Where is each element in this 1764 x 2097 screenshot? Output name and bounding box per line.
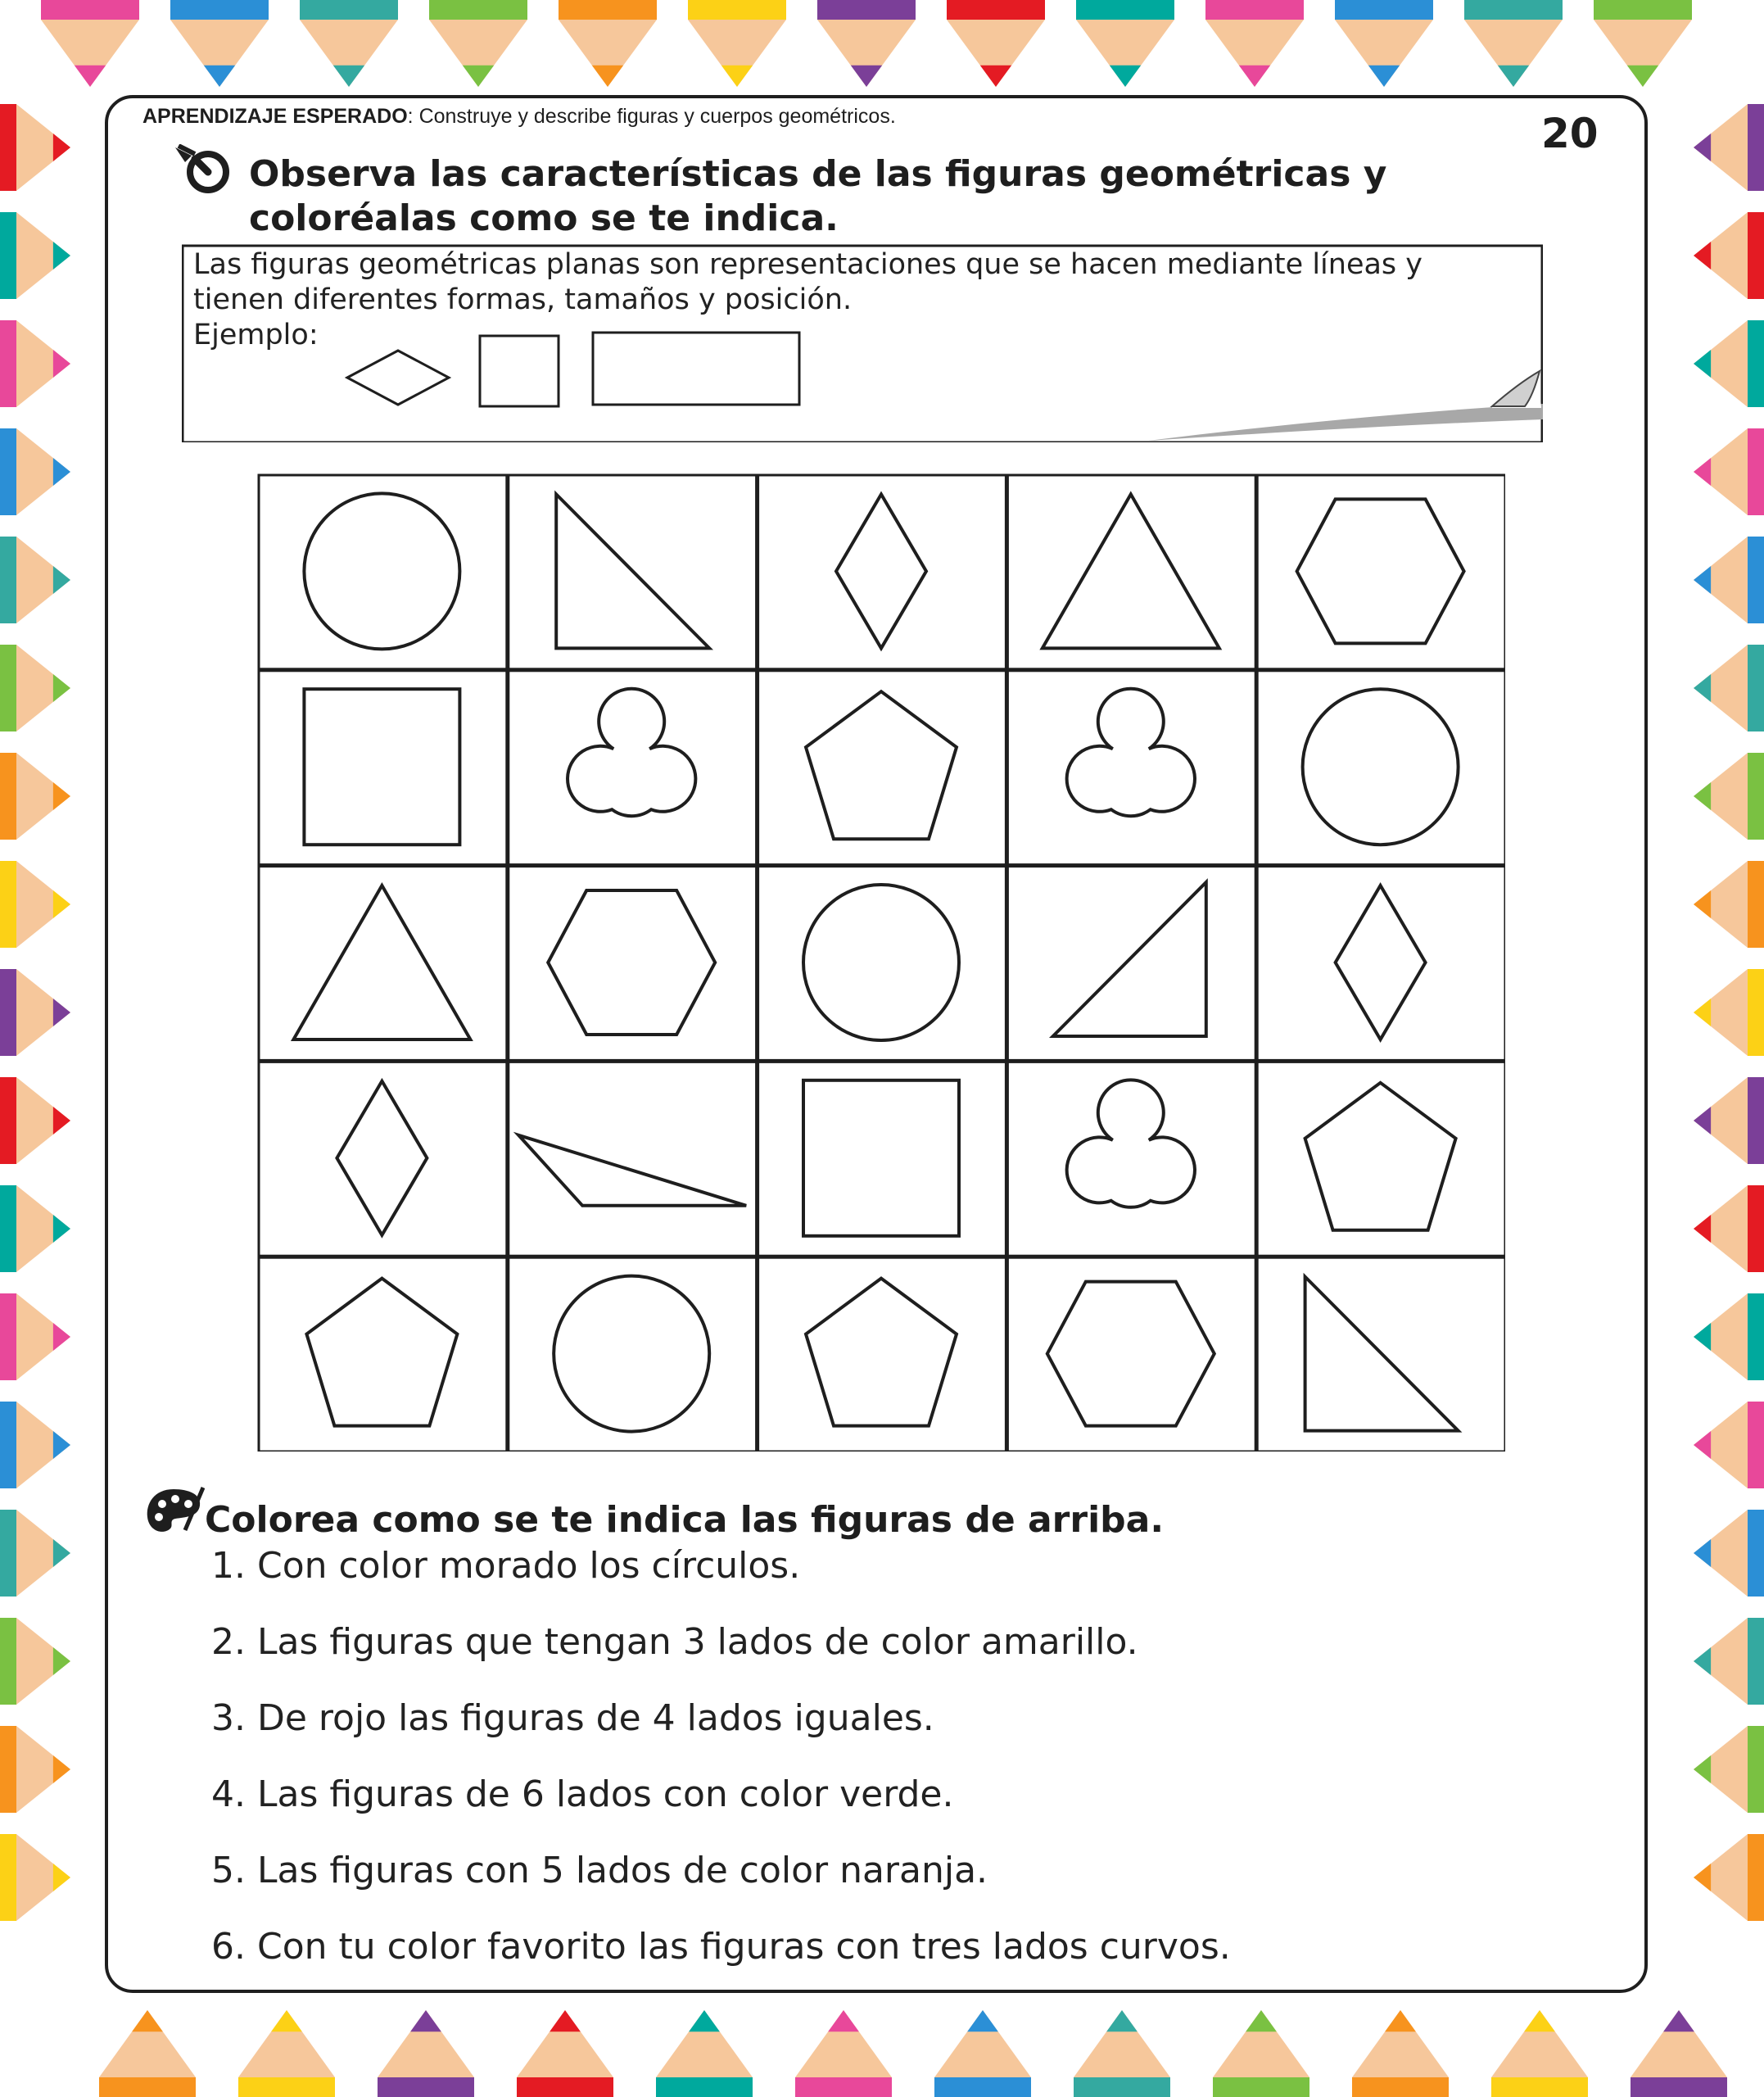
grid-cell[interactable] — [1007, 475, 1255, 669]
pencil-tip — [99, 2010, 196, 2097]
coloring-title: Colorea como se te indica las figuras de arriba. — [205, 1499, 1165, 1541]
instruction-step-3: 3. De rojo las figuras de 4 lados iguales. — [211, 1697, 934, 1739]
pencil-tip — [0, 1510, 70, 1597]
pencil-tip — [1694, 753, 1764, 840]
pencil-tip — [1694, 1077, 1764, 1164]
pencil-tip — [0, 1402, 70, 1488]
pencil-tip — [1335, 0, 1433, 87]
grid-cell[interactable] — [1007, 671, 1255, 865]
pencil-tip — [1074, 2010, 1170, 2097]
pencil-tip — [170, 0, 269, 87]
pencil-tip — [1694, 1618, 1764, 1705]
grid-cell[interactable] — [259, 475, 507, 669]
pencil-tip — [1694, 1834, 1764, 1921]
pencil-tip — [0, 212, 70, 299]
pencil-tip — [0, 969, 70, 1056]
page-number: 20 — [1541, 110, 1599, 157]
instruction-step-5: 5. Las figuras con 5 lados de color naranja. — [211, 1850, 988, 1891]
learning-objective: APRENDIZAJE ESPERADO: Construye y describe figuras y cuerpos geométricos. — [142, 105, 896, 128]
grid-cell[interactable] — [1007, 867, 1255, 1061]
grid-cell[interactable] — [758, 867, 1006, 1061]
shape-grid[interactable] — [257, 473, 1505, 1452]
info-line-2: tienen diferentes formas, tamaños y posición. — [193, 283, 853, 316]
pencil-tip — [300, 0, 398, 87]
pencil-tip — [1694, 537, 1764, 623]
grid-cell[interactable] — [758, 475, 1006, 669]
pencil-tip — [1694, 861, 1764, 948]
pencil-tip — [656, 2010, 753, 2097]
grid-cell[interactable] — [1007, 1257, 1255, 1452]
pencil-tip — [1694, 969, 1764, 1056]
pencil-tip — [1352, 2010, 1449, 2097]
pencil-tip — [934, 2010, 1031, 2097]
grid-cell[interactable] — [758, 671, 1006, 865]
pencil-tip — [0, 537, 70, 623]
pencil-circle-arrow-icon — [170, 144, 237, 197]
pencil-tip — [1694, 1185, 1764, 1272]
pencil-tip — [1213, 2010, 1309, 2097]
pencil-tip — [947, 0, 1045, 87]
grid-cell[interactable] — [259, 671, 507, 865]
grid-cell[interactable] — [1257, 1062, 1505, 1256]
pencil-tip — [0, 861, 70, 948]
instruction-step-2: 2. Las figuras que tengan 3 lados de color amarillo. — [211, 1621, 1138, 1663]
pencil-tip — [0, 1293, 70, 1380]
pencil-tip — [817, 0, 916, 87]
instruction-step-6: 6. Con tu color favorito las figuras con tres lados curvos. — [211, 1926, 1231, 1968]
grid-cell[interactable] — [758, 1062, 1006, 1256]
pencil-tip — [688, 0, 786, 87]
pencil-tip — [1491, 2010, 1588, 2097]
pencil-tip — [0, 428, 70, 515]
pencil-tip — [1631, 2010, 1727, 2097]
pencil-tip — [1694, 1510, 1764, 1597]
pencil-tip — [0, 1185, 70, 1272]
pencil-tip — [1694, 1402, 1764, 1488]
example-label: Ejemplo: — [193, 319, 319, 351]
pencil-tip — [0, 1077, 70, 1164]
pencil-tip — [1076, 0, 1174, 87]
info-text — [193, 247, 1536, 353]
pencil-tip — [0, 104, 70, 191]
grid-cell[interactable] — [509, 1257, 757, 1452]
pencil-tip — [1694, 1293, 1764, 1380]
pencil-tip — [1694, 320, 1764, 407]
grid-cell[interactable] — [509, 671, 757, 865]
pencil-tip — [0, 1726, 70, 1813]
pencil-tip — [1694, 1726, 1764, 1813]
pencil-tip — [1694, 104, 1764, 191]
pencil-tip — [1694, 645, 1764, 731]
grid-cell[interactable] — [509, 867, 757, 1061]
grid-cell[interactable] — [1007, 1062, 1255, 1256]
grid-cell[interactable] — [259, 1257, 507, 1452]
grid-cell[interactable] — [259, 867, 507, 1061]
pencil-tip — [429, 0, 527, 87]
pencil-tip — [0, 320, 70, 407]
grid-cell[interactable] — [509, 1062, 757, 1256]
pencil-tip — [238, 2010, 335, 2097]
grid-cell[interactable] — [1257, 867, 1505, 1061]
pencil-tip — [1205, 0, 1304, 87]
grid-cell[interactable] — [1257, 671, 1505, 865]
pencil-tip — [559, 0, 657, 87]
activity-title: Observa las características de las figuras geométricas y coloréalas como se te indica. — [249, 153, 1387, 239]
instruction-step-4: 4. Las figuras de 6 lados con color verde. — [211, 1773, 954, 1815]
pencil-tip — [0, 753, 70, 840]
info-line-1: Las figuras geométricas planas son representaciones que se hacen mediante líneas y — [193, 248, 1423, 281]
pencil-tip — [41, 0, 139, 87]
pencil-tip — [0, 1834, 70, 1921]
paint-palette-icon — [144, 1484, 205, 1538]
pencil-tip — [0, 645, 70, 731]
pencil-tip — [1694, 212, 1764, 299]
pencil-tip — [795, 2010, 892, 2097]
pencil-tip — [1464, 0, 1563, 87]
grid-cell[interactable] — [758, 1257, 1006, 1452]
grid-cell[interactable] — [259, 1062, 507, 1256]
instruction-step-1: 1. Con color morado los círculos. — [211, 1545, 801, 1587]
pencil-tip — [0, 1618, 70, 1705]
pencil-tip — [1594, 0, 1692, 87]
grid-cell[interactable] — [1257, 475, 1505, 669]
pencil-tip — [378, 2010, 474, 2097]
pencil-tip — [1694, 428, 1764, 515]
pencil-tip — [517, 2010, 613, 2097]
